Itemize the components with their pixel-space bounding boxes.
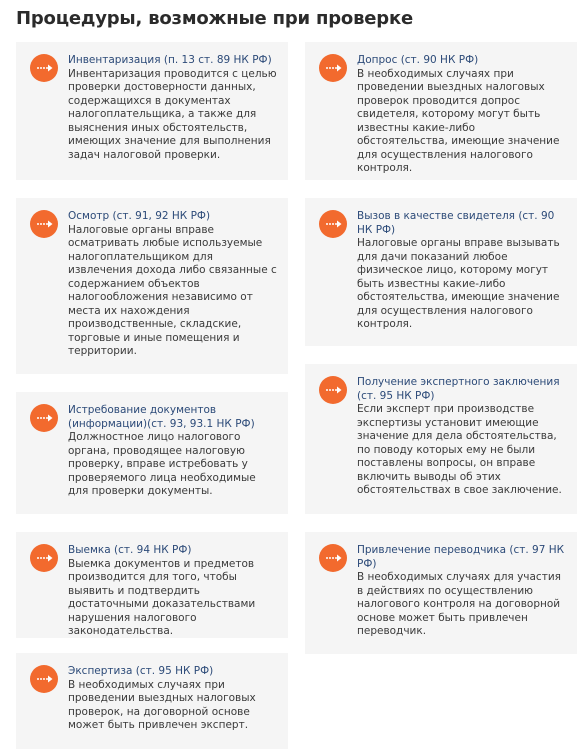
card-inventory <box>16 42 288 180</box>
card-title[interactable]: Экспертиза (ст. 95 НК РФ) <box>68 665 214 677</box>
card-interrogation <box>305 42 577 180</box>
card-title[interactable]: Вызов в качестве свидетеля (ст. 90 НК РФ) <box>357 210 555 236</box>
card-text: Если эксперт при производстве экспертизы установит имеющие значение для дела обстоятельства, по поводу которых ему не были поставлены вопросы, он вправе включить выводы об этих обстоятельствах в свое заключение. <box>357 403 562 496</box>
card-text: В необходимых случаях при проведении выездных налоговых проверок, на договорной основе может быть привлечен эксперт. <box>68 678 256 731</box>
card-text: Налоговые органы вправе осматривать любые используемые налогоплательщиком для извлечения дохода либо связанные с содержанием объектов налогообложения независимо от места их нахождения производственные, складские, торговые и иные помещения и территории. <box>68 223 277 357</box>
card-title[interactable]: Инвентаризация (п. 13 ст. 89 НК РФ) <box>68 54 272 66</box>
card-witness-summons <box>305 198 577 346</box>
page-title: Процедуры, возможные при проверке <box>16 8 413 29</box>
card-title[interactable]: Привлечение переводчика (ст. 97 НК РФ) <box>357 544 565 570</box>
card-text: В необходимых случаях при проведении выездных налоговых проверок проводится допрос свидетеля, которому могут быть известны какие-либо обстоятельства, имеющие значение для осуществления налогового контроля. <box>357 67 560 174</box>
card-title[interactable]: Осмотр (ст. 91, 92 НК РФ) <box>68 210 211 222</box>
card-expertise <box>16 653 288 749</box>
arrow-right-icon <box>319 544 347 572</box>
card-translator <box>305 532 577 654</box>
card-title[interactable]: Допрос (ст. 90 НК РФ) <box>357 54 479 66</box>
arrow-right-icon <box>30 665 58 693</box>
arrow-right-icon <box>319 54 347 82</box>
arrow-right-icon <box>30 54 58 82</box>
card-text: Налоговые органы вправе вызывать для дачи показаний любое физическое лицо, которому могут быть известны какие-либо обстоятельства, имеющие значение для осуществления налогового контроля. <box>357 237 560 330</box>
card-title[interactable]: Выемка (ст. 94 НК РФ) <box>68 544 192 556</box>
card-text: Инвентаризация проводится с целью проверки достоверности данных, содержащихся в документах налогоплательщика, а также для выяснения иных обстоятельств, имеющих значение для выполнения задач налоговой проверки. <box>68 67 277 161</box>
card-title[interactable]: Истребование документов (информации)(ст. 93, 93.1 НК РФ) <box>68 404 255 430</box>
arrow-right-icon <box>30 544 58 572</box>
card-seizure <box>16 532 288 638</box>
card-title[interactable]: Получение экспертного заключения (ст. 95 НК РФ) <box>357 376 560 402</box>
card-text: Выемка документов и предметов производится для того, чтобы выявить и подтвердить достаточными доказательствами нарушения налогового законодательства. <box>68 557 256 637</box>
arrow-right-icon <box>30 210 58 238</box>
arrow-right-icon <box>30 404 58 432</box>
card-expert-opinion <box>305 364 577 514</box>
card-inspection <box>16 198 288 374</box>
card-documents-request <box>16 392 288 514</box>
arrow-right-icon <box>319 210 347 238</box>
card-text: Должностное лицо налогового органа, проводящее налоговую проверку, вправе истребовать у проверяемого лица необходимые для проверки документы. <box>68 431 256 497</box>
arrow-right-icon <box>319 376 347 404</box>
card-text: В необходимых случаях для участия в действиях по осуществлению налогового контроля на договорной основе может быть привлечен переводчик. <box>357 571 561 637</box>
